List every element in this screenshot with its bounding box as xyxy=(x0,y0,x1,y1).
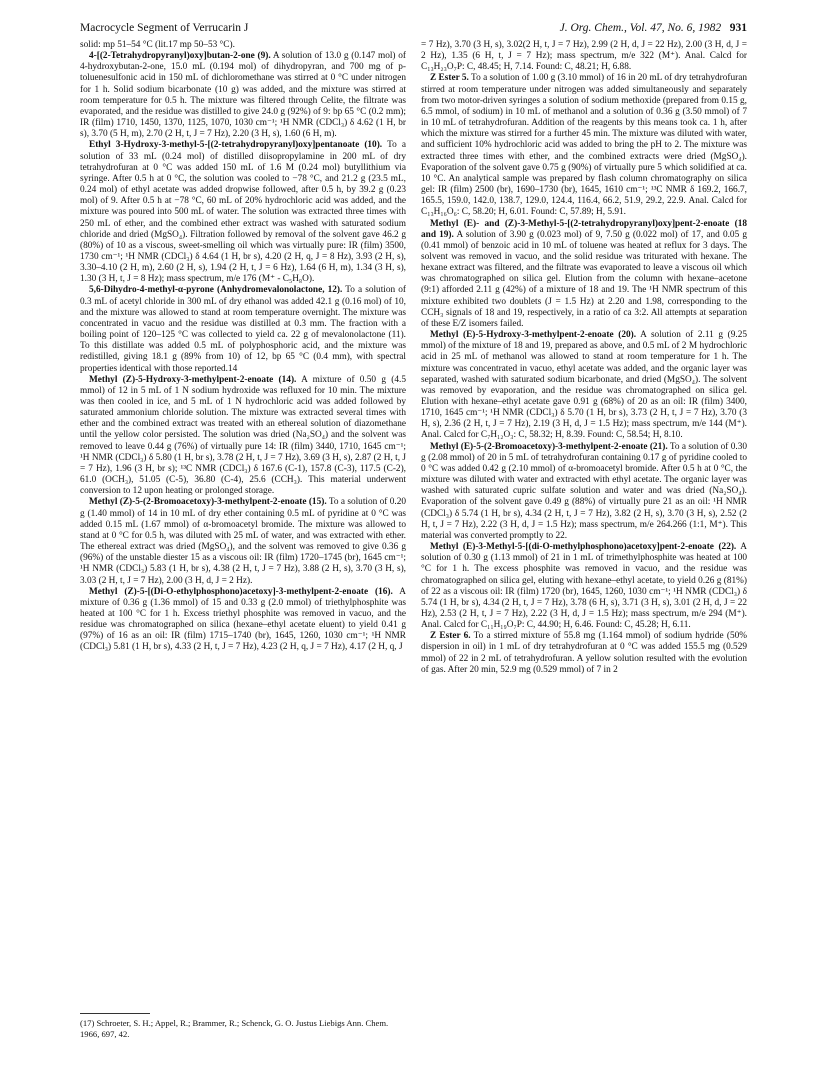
experimental-paragraph xyxy=(80,51,406,140)
compound-title: Methyl (Z)-5-(2-Bromoacetoxy)-3-methylpent-2-enoate (15). xyxy=(89,497,327,508)
compound-title: 4-[(2-Tetrahydropyranyl)oxy]butan-2-one (9). xyxy=(89,51,271,62)
experimental-paragraph xyxy=(80,587,406,654)
experimental-paragraph xyxy=(80,375,406,498)
paragraph-text: To a stirred mixture of 55.8 mg (1.164 mmol) of sodium hydride (50% dispersion in oil) in 1 mL of dry tetrahydrofuran at 0 °C was added 155.5 mg (0.529 mmol) of 22 in 2 mL of tetrahydrofuran. A yellow solution resulted with the evolution of gas. After 20 min, 52.9 mg (0.529 mmol) of 7 in 2 xyxy=(421,631,748,675)
header-journal-citation xyxy=(560,22,747,34)
paragraph-text: = 7 Hz), 3.70 (3 H, s), 3.02(2 H, t, J = 7 Hz), 2.99 (2 H, d, J = 22 Hz), 2.00 (3 H, d, J = 2 Hz), 1.35 (6 H, t, J = 7 Hz); mass spectrum, m/e 322 (M⁺). Anal. Calcd for C₁₃H₂₃O₇P: C, 48.45; H, 7.14. Found: C, 48.21; H, 6.88. xyxy=(421,40,747,73)
compound-title: Z Ester 6. xyxy=(430,631,471,642)
compound-title: Methyl (Z)-5-Hydroxy-3-methylpent-2-enoate (14). xyxy=(89,374,297,385)
compound-title: Methyl (Z)-5-[(Di-O-ethylphosphono)acetoxy]-3-methylpent-2-enoate (16). xyxy=(89,586,393,597)
compound-title: Methyl (E)-5-(2-Bromoacetoxy)-3-methylpent-2-enoate (21). xyxy=(430,441,668,452)
compound-title: Ethyl 3-Hydroxy-3-methyl-5-[(2-tetrahydropyranyl)oxy]pentanoate (10). xyxy=(89,140,383,151)
paragraph-text: To a solution of 0.20 g (1.40 mmol) of 14 in 10 mL of dry ether containing 0.5 mL of pyridine at 0 °C was added 0.15 mL (1.67 mmol) of α-bromoacetyl bromide. The mixture was allowed to stand at 0 °C for 0.5 h, was diluted with 25 mL of water, and was extracted with ether. The ethereal extract was dried (MgSO₄), and the solvent was removed to give 0.36 g (96%) of the unstable diester 15 as a viscous oil: IR (film) 1720–1745 (br), 1645 cm⁻¹; ¹H NMR (CDCl₃) 5.83 (1 H, br s), 4.38 (2 H, t, J = 7 Hz), 3.88 (2 H, s), 3.70 (3 H, s), 3.03 (2 H, t, J = 7 Hz), 2.00 (3 H, d, J = 2 Hz). xyxy=(80,497,406,586)
header-article-title: Macrocycle Segment of Verrucarin J xyxy=(80,22,249,34)
paragraph-text: To a solution of 1.00 g (3.10 mmol) of 16 in 20 mL of dry tetrahydrofuran stirred at room temperature under nitrogen was added simultaneously and separately from two motor-driven syringes a solution of sodium methoxide (prepared from 0.15 g, 6.5 mmol, of sodium) in 10 mL of methanol and a solution of 0.36 g (3.50 mmol) of 7 in 10 mL of tetrahydrofuran. Addition of the reagents by this means took ca. 1 h, after which the mixture was stirred for a further 45 min. The mixture was diluted with water, and sufficient 10% hydrochloric acid was added to bring the pH to 2. The mixture was extracted three times with ether, and the combined extracts were dried (MgSO₄). Evaporation of the solvent gave 0.75 g (90%) of virtually pure 5 which solidified at ca. 10 °C. An analytical sample was prepared by flash column chromatography on silica gel: IR (film) 2500 (br), 1690–1730 (br), 1645, 1610 cm⁻¹; ¹³C NMR δ 169.2, 166.7, 165.5, 159.0, 142.0, 138.7, 129.0, 124.4, 116.4, 66.2, 51.9, 29.2, 22.9. Anal. Calcd for C₁₃H₁₆O₆: C, 58.20; H, 6.01. Found: C, 57.89; H, 5.91. xyxy=(421,73,747,218)
experimental-paragraph xyxy=(421,542,747,631)
paragraph-text: To a solution of 33 mL (0.24 mol) of distilled diisopropylamine in 200 mL of dry tetrahydrofuran at 0 °C was added 150 mL of 1.6 M (0.24 mol) butyllithium via syringe. After 0.5 h at 0 °C, the solution was cooled to −78 °C, and 21.2 g (23.5 mL, 0.24 mol) of ethyl acetate was added dropwise followed, after 0.5 h, by 39.2 g (0.23 mol) of 9. After 0.5 h at −78 °C, 60 mL of 20% hydrochloric acid was added, and the mixture was poured into 500 mL of water. The solution was extracted three times with 250 mL of ether, and the combined ether extract was washed with saturated sodium chloride and dried (MgSO₄). Filtration followed by removal of the solvent gave 46.2 g (80%) of 10 as a viscous, sweet-smelling oil which was virtually pure: IR (film) 3500, 1730 cm⁻¹; ¹H NMR (CDCl₃) δ 4.64 (1 H, br s), 4.20 (2 H, q, J = 8 Hz), 3.93 (2 H, s), 3.30–4.10 (2 H, m), 2.60 (2 H, s), 1.94 (2 H, t, J = 6 Hz), 1.64 (6 H, m), 1.34 (3 H, s), 1.30 (3 H, t, J = 8 Hz); mass spectrum, m/e 176 (M⁺ - C₅H₈O). xyxy=(80,140,406,285)
experimental-paragraph xyxy=(421,219,747,331)
experimental-paragraph xyxy=(421,73,747,218)
paragraph-text: To a solution of 0.3 mL of acetyl chloride in 300 mL of dry ethanol was added 42.1 g (0.16 mol) of 10, and the mixture was allowed to stand at room temperature overnight. The mixture was concentrated in vacuo and the residue was distilled at 0.3 mm. The fraction with a boiling point of 120–125 °C was collected to yield ca. 22 g of mevalonolactone (11). To this distillate was added 0.5 mL of polyphosphoric acid, and the mixture was redistilled, giving 18.1 g (89% from 10) of 12, bp 65 °C (0.4 mm), with spectral properties identical with those reported.14 xyxy=(80,285,406,374)
footnote-reference-17: (17) Schroeter, S. H.; Appel, R.; Brammer, R.; Schenck, G. O. Justus Liebigs Ann. Chem. 1966, 697, 42. xyxy=(80,1018,389,1039)
paragraph-text: A solution of 3.90 g (0.023 mol) of 9, 7.50 g (0.022 mol) of 17, and 0.05 g (0.41 mmol) of benzoic acid in 10 mL of toluene was heated at reflux for 3 days. The solvent was removed in vacuo, and the solid residue was triturated with hexane. The hexane extract was filtered, and the filtrate was evaporated to leave a viscous oil which was chromatographed on silica gel. Elution from the column with hexane–acetone (9:1) afforded 2.11 g (42%) of a mixture of 18 and 19. The ¹H NMR spectrum of this mixture exhibited two doublets (J = 1.5 Hz) at 2.20 and 1.98, corresponding to the CCH₃ signals of 18 and 19, respectively, in a ratio of ca 3:2. All attempts at separation of these E/Z isomers failed. xyxy=(421,229,747,329)
paragraph-text: A mixture of 0.36 g (1.36 mmol) of 15 and 0.33 g (2.0 mmol) of triethylphosphite was heated at 100 °C for 1 h. Excess triethyl phosphite was removed in vacuo, and the residue was chromatographed on silica (hexane–ethyl acetate eluent) to yield 0.41 g (97%) of 16 as an oil: IR (film) 1715–1740 (br), 1645, 1260, 1030 cm⁻¹; ¹H NMR (CDCl₃) 5.81 (1 H, br s), 4.33 (2 H, t, J = 7 Hz), 4.23 (2 H, q, J = 7 Hz), 4.17 (2 H, q, J xyxy=(80,586,407,653)
paragraph-continuation xyxy=(80,40,406,51)
compound-title: Methyl (E)-3-Methyl-5-[(di-O-methylphosphono)acetoxy]pent-2-enoate (22). xyxy=(430,542,737,553)
compound-title: Methyl (E)-5-Hydroxy-3-methylpent-2-enoate (20). xyxy=(430,330,637,341)
paragraph-text: solid: mp 51–54 °C (lit.17 mp 50–53 °C). xyxy=(80,40,235,50)
compound-title: Methyl (E)- and (Z)-3-Methyl-5-[(2-tetrahydropyranyl)oxy]pent-2-enoate (18 and 19). xyxy=(421,218,747,240)
left-column xyxy=(80,40,406,654)
paragraph-text: A solution of 2.11 g (9.25 mmol) of the mixture of 18 and 19, prepared as above, and 0.5 mL of 2 M hydrochloric acid in 25 mL of methanol was allowed to stand at room temperature for 1 h. The mixture was concentrated in vacuo, ethyl acetate was added, and the organic layer was separated, washed with saturated sodium bicarbonate, and dried (MgSO₄). The solvent was removed by evaporation, and the residue was chromatographed on silica gel. Elution with hexane–ethyl acetate gave 0.91 g (68%) of 20 as an oil: IR (film) 3400, 1710, 1645 cm⁻¹; ¹H NMR (CDCl₃) δ 5.70 (1 H, br s), 3.73 (2 H, t, J = 7 Hz), 3.70 (3 H, s), 2.36 (2 H, t, J = 7 Hz), 2.19 (3 H, d, J = 1.5 Hz); mass spectrum, m/e 144 (M⁺). Anal. Calcd for C₇H₁₂O₃: C, 58.32; H, 8.39. Found: C, 58.54; H, 8.10. xyxy=(421,330,747,441)
paragraph-text: A solution of 13.0 g (0.147 mol) of 4-hydroxybutan-2-one, 15.0 mL (0.194 mol) of dihydropyran, and 700 mg of p-toluenesulfonic acid in 150 mL of dichloromethane was stirred at 0 °C under nitrogen for 1 h. Solid sodium bicarbonate (10 g) was added, and the mixture was stirred at room temperature for 0.5 h. The mixture was filtered through Celite, the filtrate was evaporated, and the residue was distilled to give 24.0 g (92%) of 9: bp 65 °C (0.2 mm); IR (film) 1710, 1450, 1370, 1125, 1070, 1030 cm⁻¹; ¹H NMR (CDCl₃) δ 4.62 (1 H, br s), 3.70 (5 H, m), 2.70 (2 H, t, J = 7 Hz), 2.20 (3 H, s), 1.60 (6 H, m). xyxy=(80,51,406,140)
compound-title: Z Ester 5. xyxy=(430,73,469,84)
running-header xyxy=(80,22,747,36)
experimental-paragraph xyxy=(421,330,747,442)
page-number: 931 xyxy=(729,22,747,34)
footnote-divider xyxy=(80,1013,150,1014)
paragraph-continuation xyxy=(421,40,747,73)
experimental-paragraph xyxy=(421,631,747,676)
paragraph-text: To a solution of 0.30 g (2.08 mmol) of 20 in 5 mL of tetrahydrofuran containing 0.17 g of pyridine cooled to 0 °C was added 0.42 g (2.10 mmol) of α-bromoacetyl bromide. After 0.5 h at 0 °C, the mixture was diluted with water and extracted with ethyl acetate. The organic layer was washed with saturated cupric sulfate solution and water and was dried (Na₂SO₄). Evaporation of the solvent gave 0.49 g (88%) of virtually pure 21 as an oil: ¹H NMR (CDCl₃) δ 5.74 (1 H, br s), 4.34 (2 H, t, J = 7 Hz), 3.82 (2 H, s), 3.70 (3 H, s), 2.52 (2 H, t, J = 7 Hz), 2.22 (3 H, d, J = 1.5 Hz); mass spectrum, m/e 264.266 (1:1, M⁺). This material was converted promptly to 22. xyxy=(421,441,747,541)
experimental-paragraph xyxy=(80,285,406,374)
paragraph-text: A solution of 0.30 g (1.13 mmol) of 21 in 1 mL of trimethylphosphite was heated at 100 °C for 1 h. The excess phosphite was removed in vacuo, and the residue was chromatographed on silica gel, eluting with hexane–ethyl acetate, to yield 0.26 g (81%) of 22 as a viscous oil: IR (film) 1720 (br), 1645, 1260, 1030 cm⁻¹; ¹H NMR (CDCl₃) δ 5.74 (1 H, br s), 4.34 (2 H, t, J = 7 Hz), 3.78 (6 H, s), 3.71 (3 H, s), 3.01 (2 H, d, J = 22 Hz), 2.53 (2 H, t, J = 7 Hz), 2.22 (3 H, d, J = 1.5 Hz); mass spectrum, m/e 294 (M⁺). Anal. Calcd for C₁₁H₁₉O₇P: C, 44.90; H, 6.46. Found: C, 45.28; H, 6.11. xyxy=(421,542,747,631)
right-column xyxy=(421,40,747,676)
header-journal: J. Org. Chem., Vol. 47, No. 6, 1982 xyxy=(559,22,722,34)
compound-title: 5,6-Dihydro-4-methyl-α-pyrone (Anhydromevalonolactone, 12). xyxy=(89,285,343,296)
paragraph-text: A mixture of 0.50 g (4.5 mmol) of 12 in 5 mL of 1 N sodium hydroxide was refluxed for 10 min. The mixture was then cooled in ice, and 5 mL of 1 N hydrochloric acid was added followed by saturated ammonium chloride solution. The mixture was extracted several times with ether and the combined extract was treated with an ethereal solution of diazomethane until the yellow color persisted. The solution was dried (Na₂SO₄) and the solvent was removed to leave 0.44 g (76%) of virtually pure 14: IR (film) 3440, 1710, 1645 cm⁻¹; ¹H NMR (CDCl₃) δ 5.80 (1 H, br s), 3.78 (2 H, t, J = 7 Hz), 3.69 (3 H, s), 2.87 (2 H, t, J = 7 Hz), 1.96 (3 H, br s); ¹³C NMR (CDCl₃) δ 167.6 (C-1), 157.8 (C-3), 117.5 (C-2), 61.0 (OCH₃), 51.05 (C-5), 36.80 (C-4), 25.6 (CCH₃). This material underwent conversion to 12 upon heating or prolonged storage. xyxy=(80,374,406,497)
experimental-paragraph xyxy=(421,442,747,542)
experimental-paragraph xyxy=(80,497,406,586)
experimental-paragraph xyxy=(80,140,406,285)
